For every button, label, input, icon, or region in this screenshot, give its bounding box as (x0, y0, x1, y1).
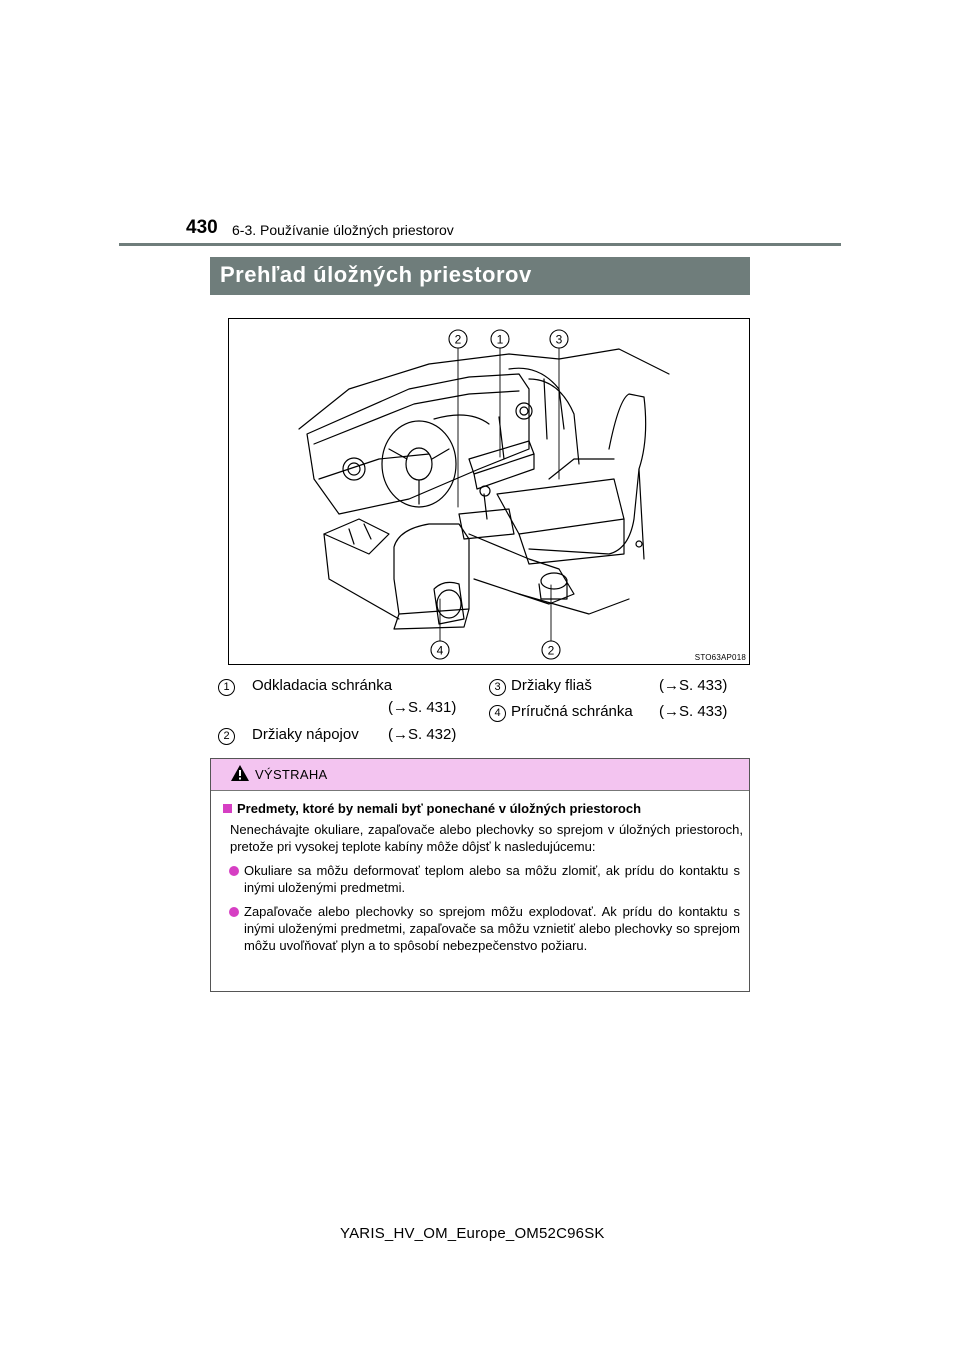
legend-label: Držiaky nápojov (252, 726, 359, 743)
page-reference: (→S. 431) (388, 699, 457, 716)
callout-label: 1 (496, 332, 504, 347)
legend-number: 2 (218, 728, 235, 745)
warning-bullet-text: Zapaľovače alebo plechovky so sprejom môžu explodovať. Ak prídu do kontaktu s inými uloženými predmetmi, zapaľovače sa môžu vznietiť alebo plechovky so sprejom môžu uvoľňovať plyn a to spôsobí nebezpečenstvo požiaru. (244, 904, 740, 953)
callout-label: 4 (436, 643, 444, 658)
warning-heading-text: Predmety, ktoré by nemali byť ponechané v úložných priestoroch (237, 801, 642, 816)
legend-item-auxiliary-box (489, 703, 749, 723)
warning-bullet (223, 862, 743, 896)
dot-bullet-icon (229, 866, 239, 876)
legend-label: Odkladacia schránka (252, 677, 393, 694)
callout-label: 3 (555, 332, 563, 347)
callout-label: 2 (547, 643, 555, 658)
page-number: 430 (186, 217, 218, 238)
car-interior-illustration (229, 319, 749, 664)
warning-body (223, 800, 743, 954)
warning-heading (223, 800, 743, 817)
legend-item-cup-holders (218, 726, 468, 746)
legend-label: Držiaky fliaš (511, 677, 592, 694)
footer-doc-id: YARIS_HV_OM_Europe_OM52C96SK (340, 1225, 605, 1242)
callout-label: 2 (454, 332, 462, 347)
legend-label: Príručná schránka (511, 703, 633, 720)
page-reference: (→S. 433) (659, 677, 728, 694)
legend-item-glovebox (218, 677, 468, 719)
legend-item-bottle-holders (489, 677, 749, 697)
dot-bullet-icon (229, 907, 239, 917)
header-rule (119, 243, 841, 246)
chapter-title: 6-3. Používanie úložných priestorov (232, 222, 454, 238)
warning-header (211, 759, 749, 791)
warning-box (210, 758, 750, 992)
section-title: Prehľad úložných priestorov (210, 257, 750, 295)
warning-bullet-text: Okuliare sa môžu deformovať teplom alebo sa môžu zlomiť, ak prídu do kontaktu s inými uloženými predmetmi. (244, 863, 740, 895)
warning-icon (230, 764, 250, 782)
warning-intro: Nenechávajte okuliare, zapaľovače alebo plechovky so sprejom v úložných priestoroch, pretože pri vysokej teplote kabíny môže dôjsť k nasledujúcemu: (230, 822, 743, 854)
legend-number: 4 (489, 705, 506, 722)
square-bullet-icon (223, 804, 232, 813)
legend-number: 1 (218, 679, 235, 696)
interior-figure (228, 318, 750, 665)
warning-title: VÝSTRAHA (255, 767, 328, 782)
legend-number: 3 (489, 679, 506, 696)
page-reference: (→S. 433) (659, 703, 728, 720)
figure-code: STO63AP018 (694, 653, 746, 662)
page-reference: (→S. 432) (388, 726, 457, 743)
warning-bullet (223, 903, 743, 954)
